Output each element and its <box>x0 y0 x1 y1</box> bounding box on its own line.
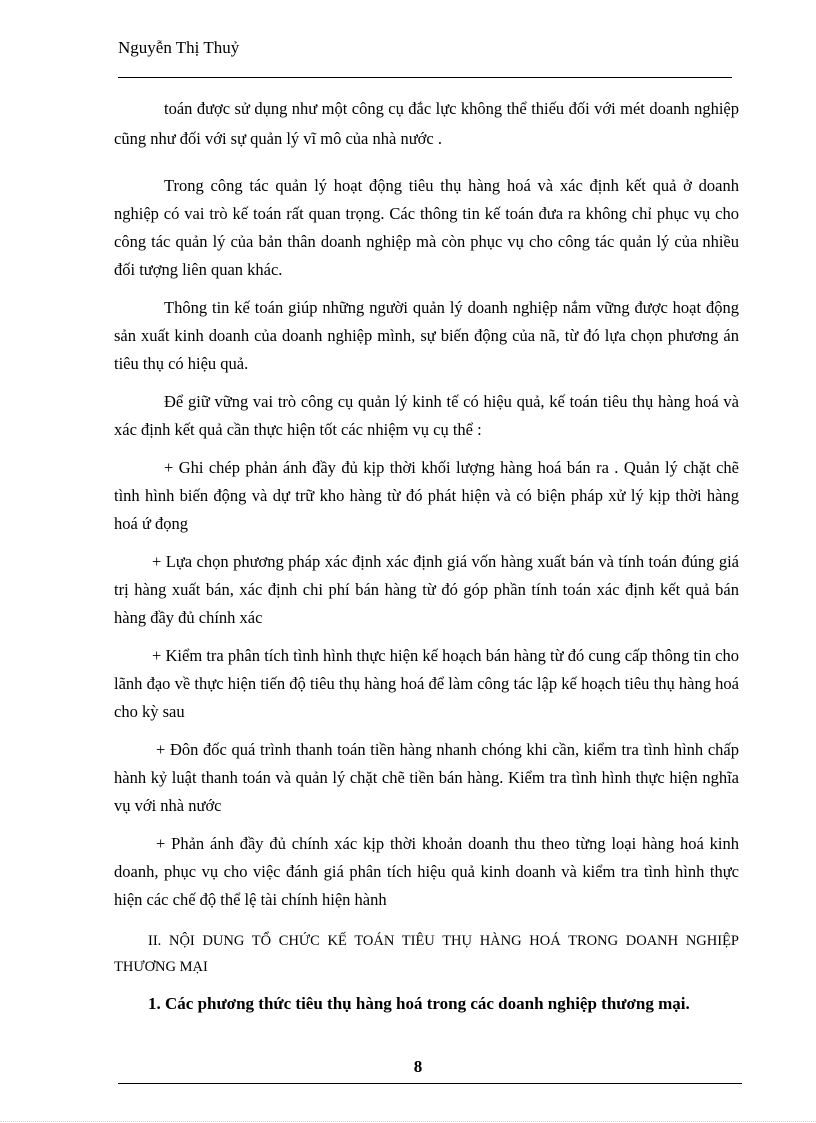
page-edge <box>0 1121 816 1122</box>
page-number: 8 <box>413 1057 423 1076</box>
list-item: + Lựa chọn phương pháp xác định xác định giá vốn hàng xuất bán và tính toán đúng giá trị hàng xuất bán, xác định chi phí bán hàng từ đó góp phần tính toán xác định kết quả bán hàng đầy đủ chính xác <box>114 552 739 627</box>
section-heading: II. NỘI DUNG TỔ CHỨC KẾ TOÁN TIÊU THỤ HÀNG HOÁ TRONG DOANH NGHIỆP THƯƠNG MẠI <box>114 933 739 975</box>
header-author: Nguyễn Thị Thuỷ <box>118 38 240 57</box>
list-item: + Ghi chép phản ánh đầy đủ kịp thời khối lượng hàng hoá bán ra . Quản lý chặt chẽ tình hình biến động và dự trữ kho hàng từ đó phát hiện và có biện pháp xử lý kịp thời hàng hoá ứ đọng <box>114 458 739 533</box>
paragraph: toán được sử dụng như một công cụ đắc lực không thể thiếu đối với mét doanh nghiệp cũng như đối với sự quản lý vĩ mô của nhà nước . <box>114 99 739 148</box>
list-item: + Phản ánh đầy đủ chính xác kịp thời khoản doanh thu theo từng loại hàng hoá kinh doanh, phục vụ cho việc đánh giá phân tích hiệu quả kinh doanh và kiểm tra tình hình thực hiện các chế độ thể lệ tài chính hiện hành <box>114 834 739 909</box>
list-item: + Đôn đốc quá trình thanh toán tiền hàng nhanh chóng khi cần, kiểm tra tình hình chấp hành kỷ luật thanh toán và quản lý chặt chẽ tiền bán hàng. Kiểm tra tình hình thực hiện nghĩa vụ với nhà nước <box>114 740 739 815</box>
paragraph: Để giữ vững vai trò công cụ quản lý kinh tế có hiệu quả, kế toán tiêu thụ hàng hoá và xác định kết quả cần thực hiện tốt các nhiệm vụ cụ thể : <box>114 392 739 439</box>
list-item: + Kiểm tra phân tích tình hình thực hiện kế hoạch bán hàng từ đó cung cấp thông tin cho lãnh đạo về thực hiện tiến độ tiêu thụ hàng hoá để làm công tác lập kế hoạch tiêu thụ hàng hoá cho kỳ sau <box>114 646 739 721</box>
footer-divider <box>118 1083 742 1084</box>
paragraph: Trong công tác quản lý hoạt động tiêu thụ hàng hoá và xác định kết quả ở doanh nghiệp có vai trò kế toán rất quan trọng. Các thông tin kế toán đưa ra không chỉ phục vụ cho công tác quản lý của bản thân doanh nghiệp mà còn phục vụ cho công tác quản lý của nhiều đối tượng liên quan khác. <box>114 176 739 279</box>
sub-heading: 1. Các phương thức tiêu thụ hàng hoá trong các doanh nghiệp thương mại. <box>148 994 690 1013</box>
paragraph: Thông tin kế toán giúp những người quản lý doanh nghiệp nắm vững được hoạt động sản xuất kinh doanh của doanh nghiệp mình, sự biến động của nã, từ đó lựa chọn phương án tiêu thụ có hiệu quả. <box>114 298 739 373</box>
body-text <box>114 94 739 1018</box>
header-divider <box>118 77 732 78</box>
